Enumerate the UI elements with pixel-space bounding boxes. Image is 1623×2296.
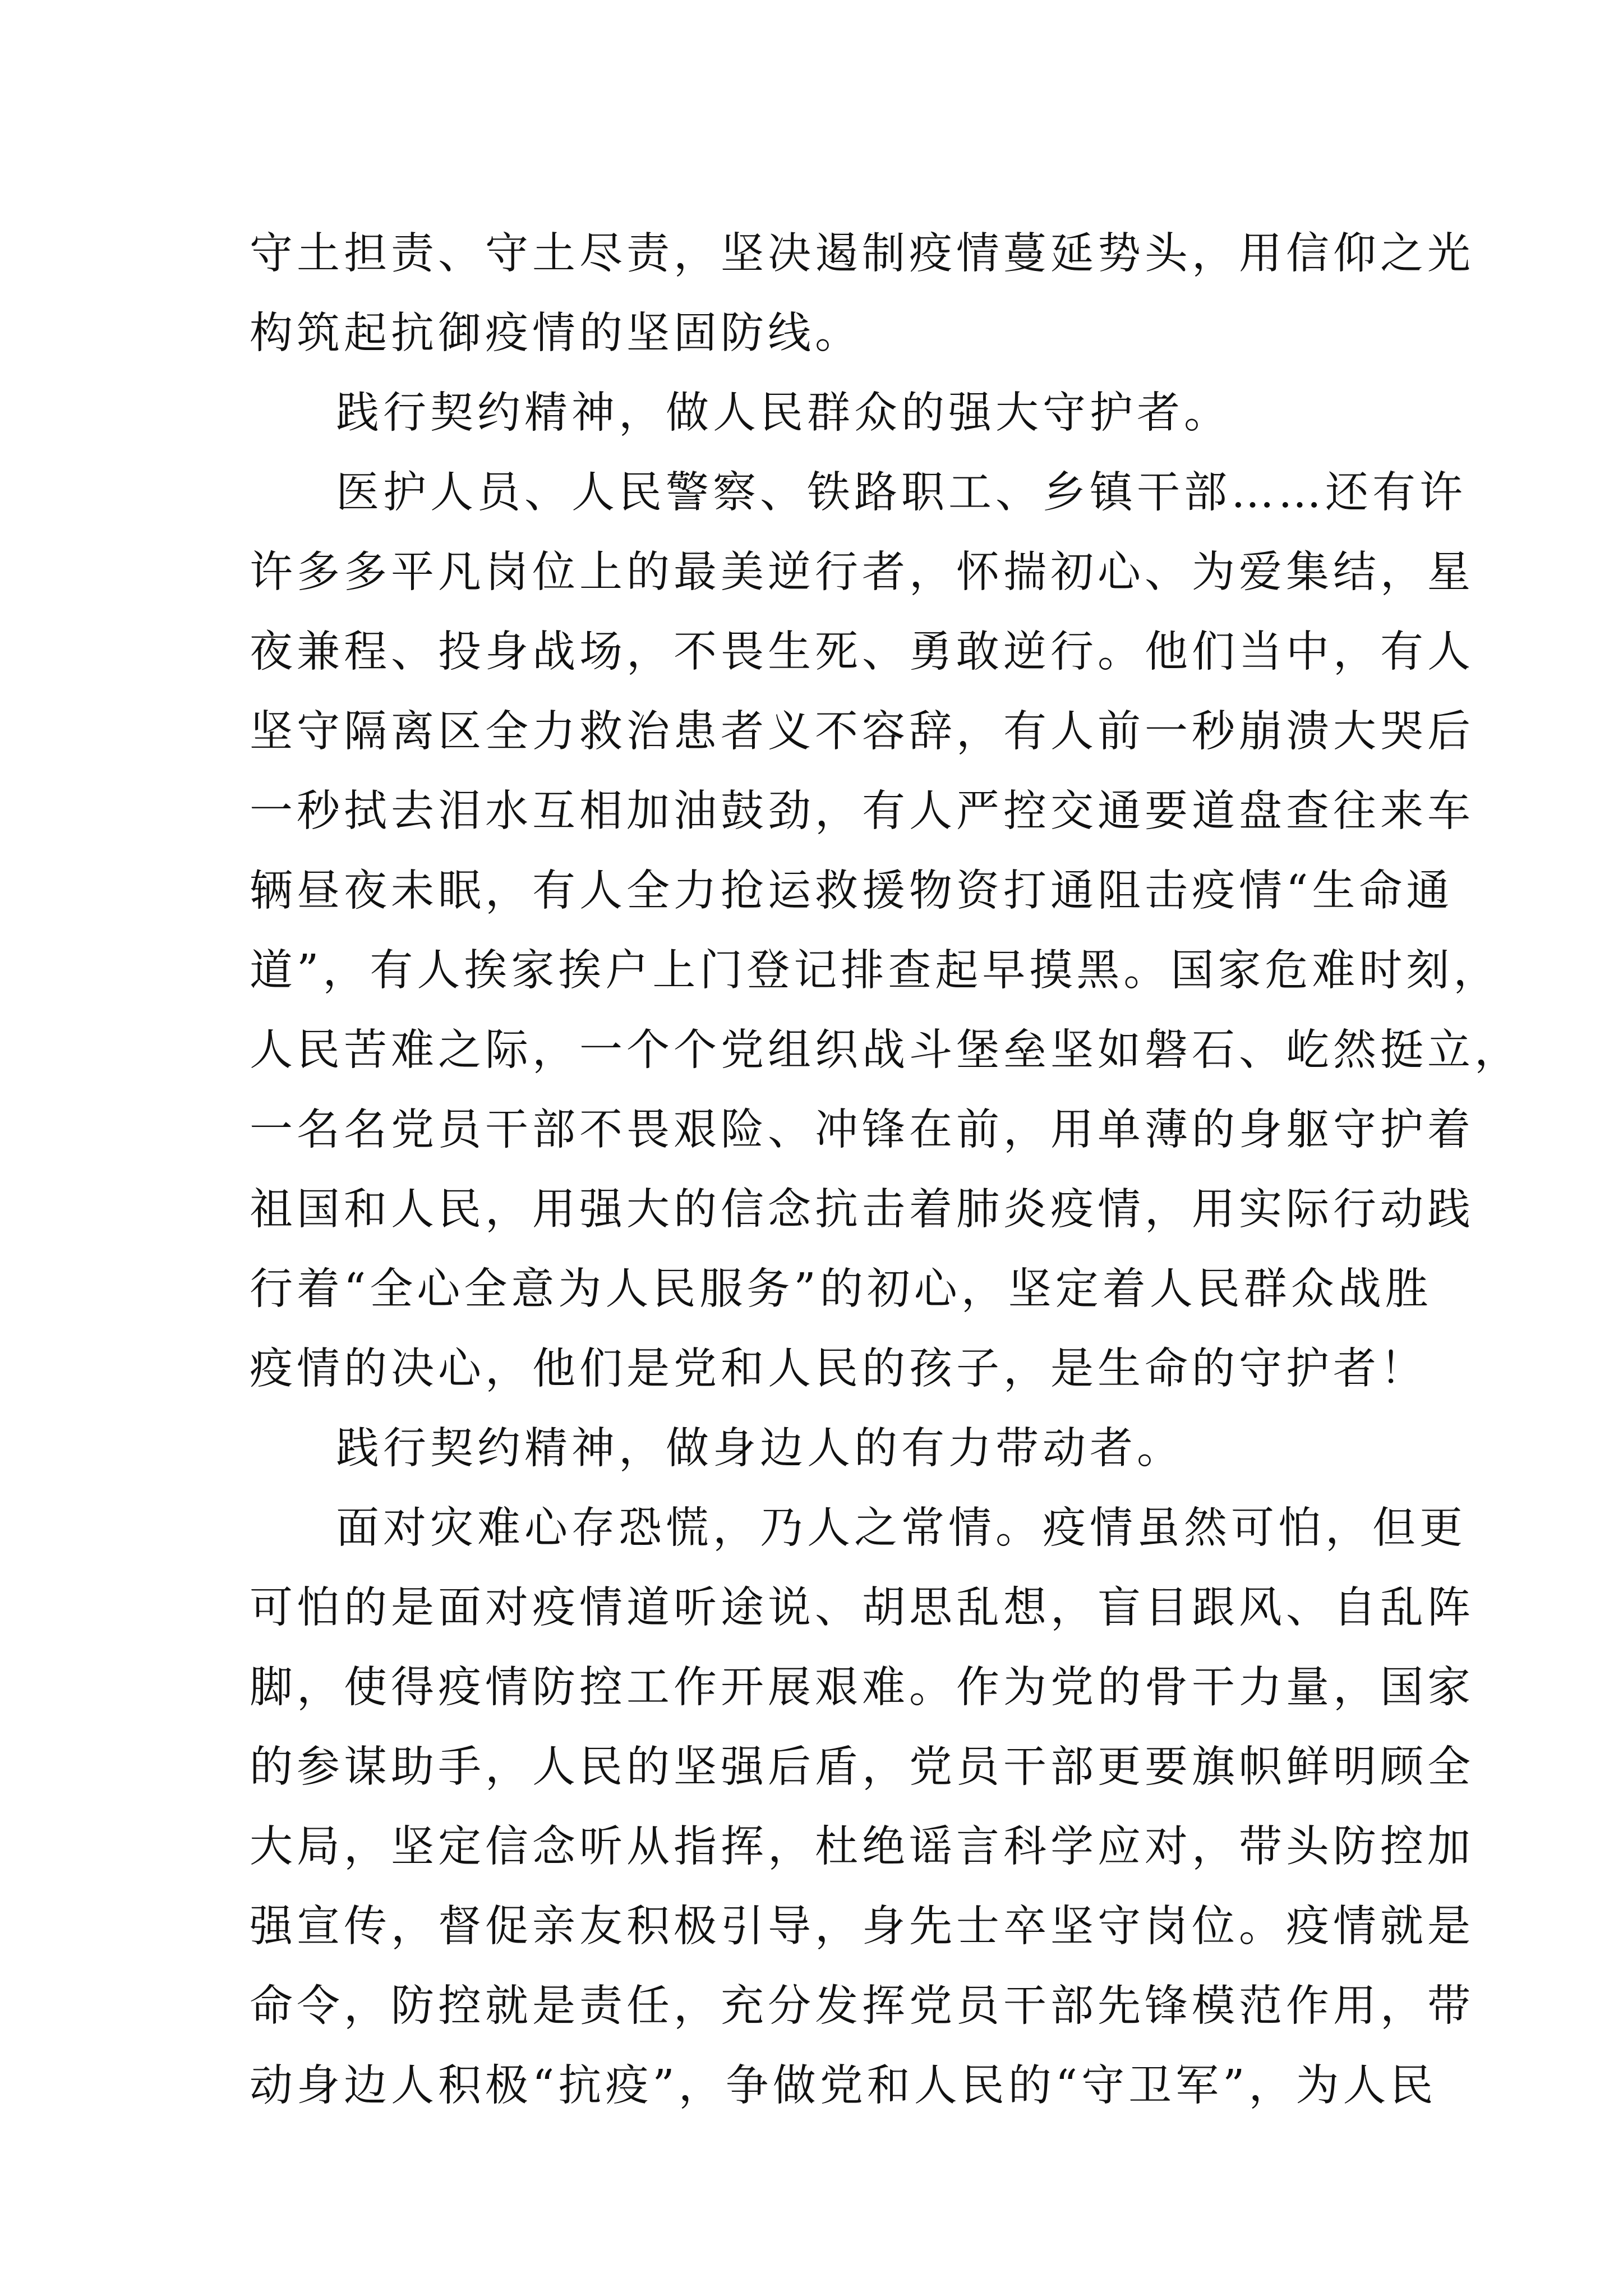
text-line: 行着“全心全意为人民服务”的初心，坚定着人民群众战胜 <box>250 1264 1432 1314</box>
paragraph-first-line: 面对灾难心存恐慌，乃人之常情。疫情虽然可怕，但更 <box>336 1503 1467 1553</box>
text-line: 疫情的决心，他们是党和人民的孩子，是生命的守护者！ <box>250 1344 1427 1394</box>
document-body <box>250 214 1521 2126</box>
text-line: 辆昼夜未眠，有人全力抢运救援物资打通阻击疫情“生命通 <box>250 866 1454 916</box>
text-line: 可怕的是面对疫情道听途说、胡思乱想，盲目跟风、自乱阵 <box>250 1583 1474 1633</box>
text-line: 夜兼程、投身战场，不畏生死、勇敢逆行。他们当中，有人 <box>250 627 1474 677</box>
text-line: 脚，使得疫情防控工作开展艰难。作为党的骨干力量，国家 <box>250 1663 1474 1713</box>
text-line: 人民苦难之际，一个个党组织战斗堡垒坚如磐石、屹然挺立， <box>250 1025 1521 1075</box>
text-line: 祖国和人民，用强大的信念抗击着肺炎疫情，用实际行动践 <box>250 1185 1474 1235</box>
text-line: 的参谋助手，人民的坚强后盾，党员干部更要旗帜鲜明顾全 <box>250 1742 1474 1792</box>
text-line: 大局，坚定信念听从指挥，杜绝谣言科学应对，带头防控加 <box>250 1822 1474 1872</box>
text-line: 构筑起抗御疫情的坚固防线。 <box>250 309 862 358</box>
text-line: 道”，有人挨家挨户上门登记排查起早摸黑。国家危难时刻， <box>250 946 1501 996</box>
text-line: 守土担责、守土尽责，坚决遏制疫情蔓延势头，用信仰之光 <box>250 229 1474 279</box>
paragraph-first-line: 践行契约精神，做人民群众的强大守护者。 <box>336 388 1231 438</box>
paragraph-first-line: 践行契约精神，做身边人的有力带动者。 <box>336 1424 1184 1474</box>
paragraph-first-line: 医护人员、人民警察、铁路职工、乡镇干部……还有许 <box>336 468 1467 518</box>
text-line: 坚守隔离区全力救治患者义不容辞，有人前一秒崩溃大哭后 <box>250 707 1474 757</box>
text-line: 一名名党员干部不畏艰险、冲锋在前，用单薄的身躯守护着 <box>250 1105 1474 1155</box>
text-line: 一秒拭去泪水互相加油鼓劲，有人严控交通要道盘查往来车 <box>250 786 1474 836</box>
text-line: 强宣传，督促亲友积极引导，身先士卒坚守岗位。疫情就是 <box>250 1902 1474 1952</box>
text-line: 命令，防控就是责任，充分发挥党员干部先锋模范作用，带 <box>250 1981 1474 2031</box>
text-line: 许多多平凡岗位上的最美逆行者，怀揣初心、为爱集结，星 <box>250 547 1474 597</box>
text-line: 动身边人积极“抗疫”，争做党和人民的“守卫军”，为人民 <box>250 2061 1437 2111</box>
